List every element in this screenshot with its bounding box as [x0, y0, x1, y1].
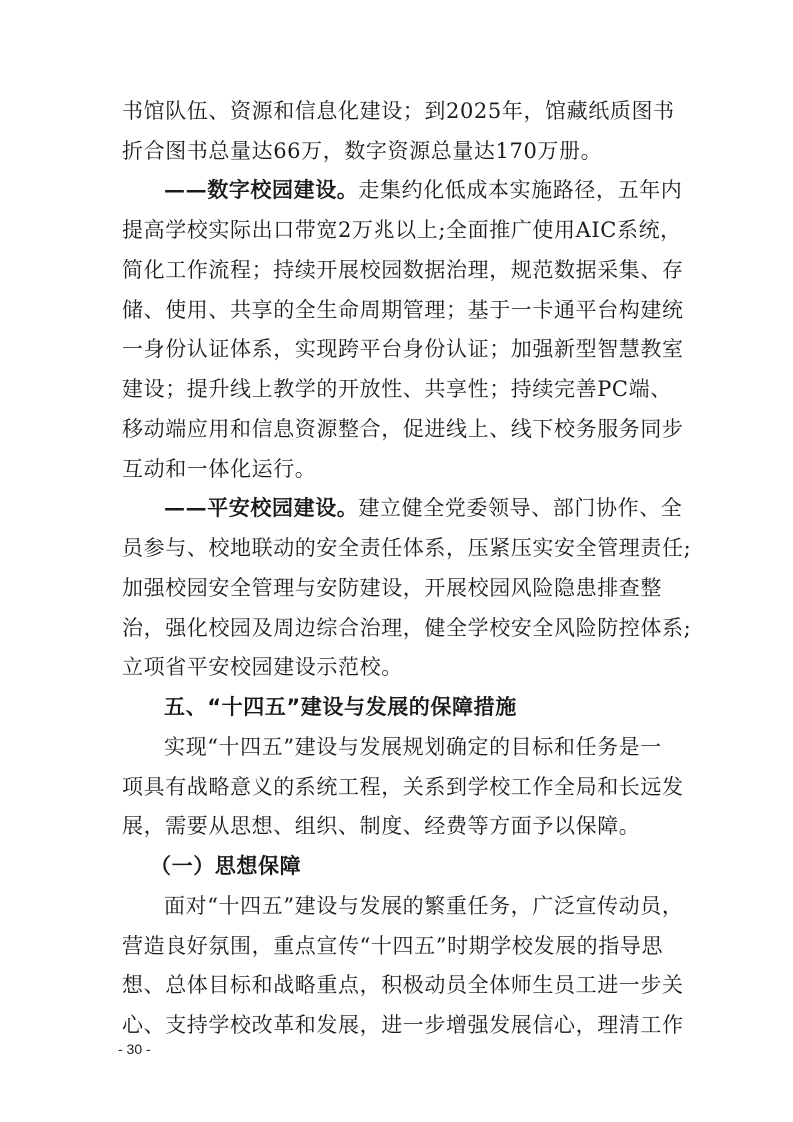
- body-line: 提高学校实际出口带宽2万兆以上;全面推广使用AIC系统，: [122, 218, 682, 242]
- body-text: 建立健全党委领导、部门协作、全: [358, 496, 683, 520]
- body-line: 储、使用、共享的全生命周期管理；基于一卡通平台构建统: [122, 298, 684, 322]
- body-line: 治，强化校园及周边综合治理，健全学校安全风险防控体系;: [122, 616, 692, 640]
- page-number: - 30 -: [118, 1041, 151, 1057]
- body-line: 简化工作流程；持续开展校园数据治理，规范数据采集、存: [122, 258, 684, 282]
- body-line: 移动端应用和信息资源整合，促进线上、线下校务服务同步: [122, 417, 684, 441]
- paragraph-safe-campus-first-line: [164, 493, 682, 523]
- subsection-heading: （一）思想保障: [150, 854, 302, 878]
- body-text: 走集约化低成本实施路径，五年内: [358, 178, 683, 202]
- paragraph-digital-campus-first-line: [164, 175, 682, 205]
- body-line: 立项省平安校园建设示范校。: [122, 655, 403, 679]
- body-line: 建设；提升线上教学的开放性、共享性；持续完善PC端、: [122, 377, 672, 401]
- digital-campus-title: ——数字校园建设。: [164, 177, 359, 202]
- body-line: 折合图书总量达66万，数字资源总量达170万册。: [122, 139, 603, 163]
- body-line: 书馆队伍、资源和信息化建设；到2025年，馆藏纸质图书: [122, 99, 675, 123]
- body-line: 营造良好氛围，重点宣传“十四五”时期学校发展的指导思: [122, 934, 664, 958]
- body-line: 互动和一体化运行。: [122, 457, 317, 481]
- body-line: 一身份认证体系，实现跨平台身份认证；加强新型智慧教室: [122, 337, 684, 361]
- body-line: 员参与、校地联动的安全责任体系，压紧压实安全管理责任;: [122, 536, 692, 560]
- body-line: 展，需要从思想、组织、制度、经费等方面予以保障。: [122, 814, 641, 838]
- body-line: 心、支持学校改革和发展，进一步增强发展信心，理清工作: [122, 1013, 684, 1037]
- safe-campus-title: ——平安校园建设。: [164, 495, 359, 520]
- body-line: 实现“十四五”建设与发展规划确定的目标和任务是一: [164, 735, 662, 759]
- body-line: 面对“十四五”建设与发展的繁重任务，广泛宣传动员，: [164, 894, 684, 918]
- body-line: 项具有战略意义的系统工程，关系到学校工作全局和长远发: [122, 775, 684, 799]
- body-line: 想、总体目标和战略重点，积极动员全体师生员工进一步关: [122, 973, 684, 997]
- body-line: 加强校园安全管理与安防建设，开展校园风险隐患排查整: [122, 576, 662, 600]
- section-heading: 五、“十四五”建设与发展的保障措施: [164, 695, 517, 719]
